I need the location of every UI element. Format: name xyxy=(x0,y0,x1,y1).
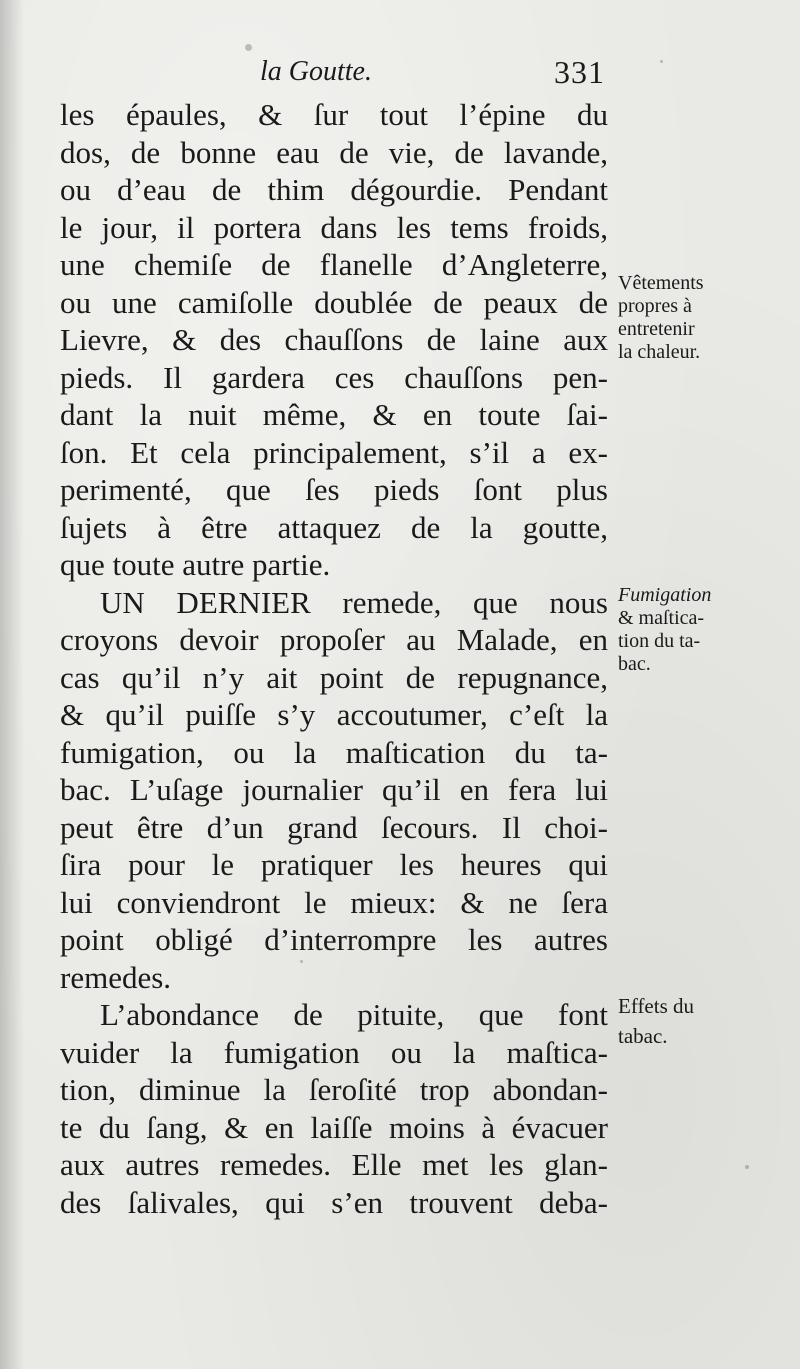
text-line: peut être d’un grand ſecours. Il choi- xyxy=(60,809,608,845)
margin-note-line: propres à xyxy=(618,295,692,317)
margin-note-line: Effets du xyxy=(618,994,695,1018)
text-line: une chemiſe de flanelle d’Angleterre, xyxy=(60,247,608,282)
text-line: remedes. xyxy=(60,959,172,995)
text-line: dant la nuit même, & en toute ſai- xyxy=(60,397,608,432)
text-line: ſon. Et cela principalement, s’il a ex- xyxy=(60,434,608,470)
text-line: ſujets à être attaquez de la goutte, xyxy=(60,509,608,545)
text-line: aux autres remedes. Elle met les glan- xyxy=(60,1147,608,1182)
text-line: fumigation, ou la maſtication du ta- xyxy=(60,734,608,770)
text-line: UN DERNIER remede, que nous xyxy=(100,584,608,620)
page-number: 331 xyxy=(554,54,605,90)
text-line: tion, diminue la ſeroſité trop abondan- xyxy=(60,1072,608,1107)
margin-note-line: Vêtements xyxy=(618,272,704,294)
margin-note-fumigation xyxy=(618,584,766,676)
margin-note-line: bac. xyxy=(618,653,651,675)
margin-note-line: Fumigation xyxy=(618,584,712,606)
text-line: les épaules, & ſur tout l’épine du xyxy=(60,97,608,132)
body-text xyxy=(60,96,608,1221)
text-line: Lievre, & des chauſſons de laine aux xyxy=(60,322,608,357)
text-line: dos, de bonne eau de vie, de lavande, xyxy=(60,134,608,170)
text-line: le jour, il portera dans les tems froids, xyxy=(60,209,608,245)
margin-note-clothing xyxy=(618,272,766,364)
text-line: L’abondance de pituite, que font xyxy=(100,997,608,1032)
text-line: vuider la fumigation ou la maſtica- xyxy=(60,1034,608,1070)
ink-speck xyxy=(300,960,303,963)
text-line: croyons devoir propoſer au Malade, en xyxy=(60,622,608,657)
margin-note-line: tabac. xyxy=(618,1024,668,1048)
text-line: bac. L’uſage journalier qu’il en fera lui xyxy=(60,772,608,807)
text-line: pieds. Il gardera ces chauſſons pen- xyxy=(60,359,608,395)
text-line: ou une camiſolle doublée de peaux de xyxy=(60,284,608,320)
margin-note-tobacco-effects xyxy=(618,991,766,1051)
text-line: cas qu’il n’y ait point de repugnance, xyxy=(60,659,608,695)
ink-speck xyxy=(745,1165,749,1169)
text-line: lui conviendront le mieux: & ne ſera xyxy=(60,884,608,920)
ink-speck xyxy=(660,60,663,63)
margin-note-line: entretenir xyxy=(618,318,695,340)
ink-speck xyxy=(245,44,252,51)
margin-note-line: & maſtica- xyxy=(618,607,705,629)
margin-note-line: la chaleur. xyxy=(618,341,701,363)
text-line: ſira pour le pratiquer les heures qui xyxy=(60,847,608,882)
text-line: perimenté, que ſes pieds ſont plus xyxy=(60,472,608,507)
text-line: des ſalivales, qui s’en trouvent deba- xyxy=(60,1184,608,1220)
text-line: point obligé d’interrompre les autres xyxy=(60,922,608,957)
text-line: & qu’il puiſſe s’y accoutumer, c’eſt la xyxy=(60,697,608,732)
margin-note-line: tion du ta- xyxy=(618,630,701,652)
page-gutter-shadow xyxy=(0,0,24,1369)
text-line: ou d’eau de thim dégourdie. Pendant xyxy=(60,172,608,207)
text-line: te du ſang, & en laiſſe moins à évacuer xyxy=(60,1109,608,1145)
running-title: la Goutte. xyxy=(260,56,372,87)
page-header xyxy=(60,52,605,92)
text-line: que toute autre partie. xyxy=(60,547,331,582)
